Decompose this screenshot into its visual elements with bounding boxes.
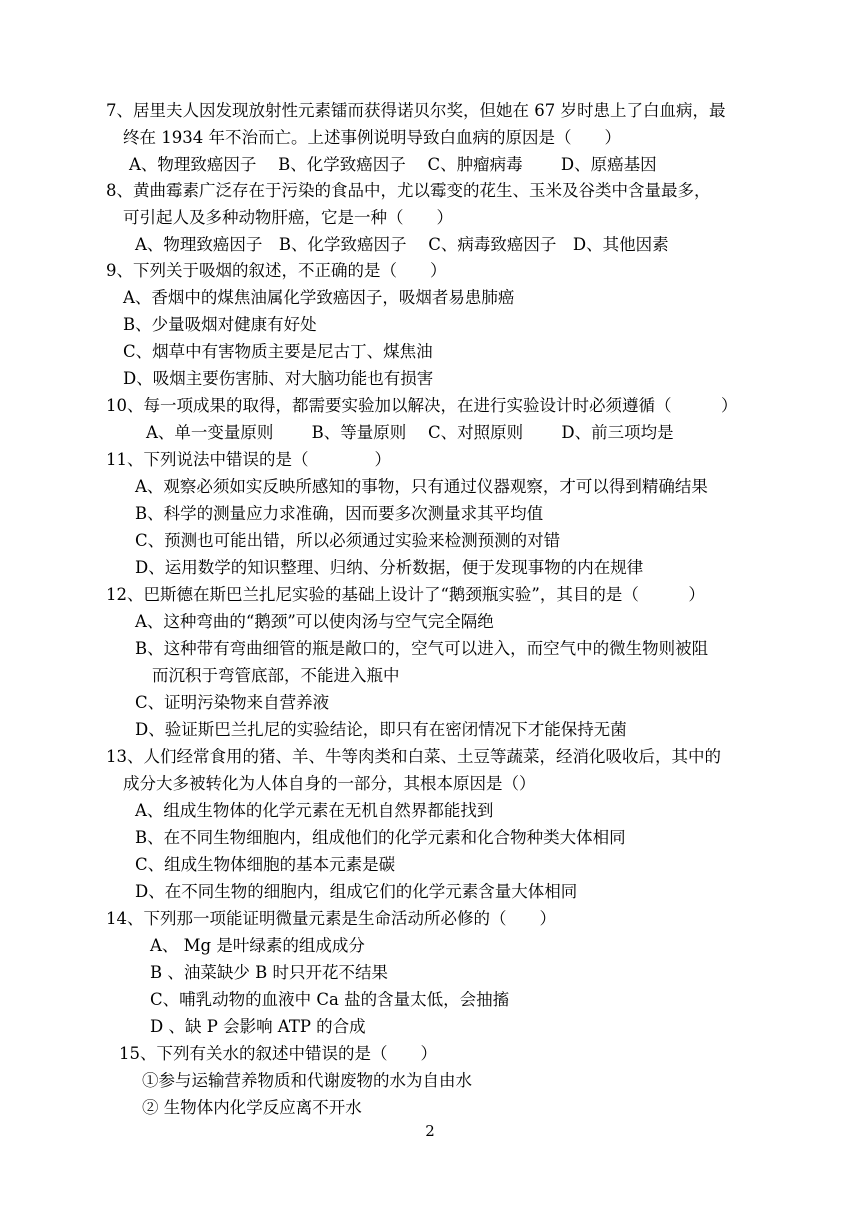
question-9-option-c: C、烟草中有害物质主要是尼古丁、煤焦油 bbox=[123, 342, 433, 361]
question-11-option-c: C、预测也可能出错，所以必须通过实验来检测预测的对错 bbox=[135, 531, 561, 550]
question-13-option-c: C、组成生物体细胞的基本元素是碳 bbox=[135, 855, 396, 874]
question-15-statement-1: ①参与运输营养物质和代谢废物的水为自由水 bbox=[142, 1071, 472, 1090]
question-12-option-d: D、验证斯巴兰扎尼的实验结论，即只有在密闭情况下才能保持无菌 bbox=[135, 720, 627, 739]
question-12-option-a: A、这种弯曲的“鹅颈”可以使肉汤与空气完全隔绝 bbox=[135, 612, 494, 631]
question-9-option-d: D、吸烟主要伤害肺、对大脑功能也有损害 bbox=[123, 369, 434, 388]
question-12-option-b: B、这种带有弯曲细管的瓶是敞口的，空气可以进入，而空气中的微生物则被阻 bbox=[135, 639, 709, 658]
question-14-option-a: A、 Mg 是叶绿素的组成成分 bbox=[150, 936, 365, 955]
question-8-line-1: 8、黄曲霉素广泛存在于污染的食品中，尤以霉变的花生、玉米及谷类中含量最多， bbox=[106, 181, 711, 200]
question-9-stem: 9、下列关于吸烟的叙述，不正确的是（ ） bbox=[106, 261, 447, 280]
question-8-line-2: 可引起人及多种动物肝癌，它是一种（ ） bbox=[123, 208, 453, 227]
question-9-option-b: B、少量吸烟对健康有好处 bbox=[123, 315, 317, 334]
question-8-options: A、物理致癌因子 B、化学致癌因子 C、病毒致癌因子 D、其他因素 bbox=[135, 235, 669, 254]
question-9-option-a: A、香烟中的煤焦油属化学致癌因子，吸烟者易患肺癌 bbox=[123, 288, 515, 307]
question-13-option-d: D、在不同生物的细胞内，组成它们的化学元素含量大体相同 bbox=[135, 882, 578, 901]
question-12-stem: 12、巴斯德在斯巴兰扎尼实验的基础上设计了“鹅颈瓶实验”，其目的是（ ） bbox=[106, 585, 705, 604]
question-13-line-2: 成分大多被转化为人体自身的一部分，其根本原因是（） bbox=[123, 774, 536, 793]
question-11-option-b: B、科学的测量应力求准确，因而要多次测量求其平均值 bbox=[135, 504, 544, 523]
question-7-line-2: 终在 1934 年不治而亡。上述事例说明导致白血病的原因是（ ） bbox=[123, 128, 621, 147]
question-13-line-1: 13、人们经常食用的猪、羊、牛等肉类和白菜、土豆等蔬菜，经消化吸收后，其中的 bbox=[106, 747, 721, 766]
question-10-options: A、单一变量原则 B、等量原则 C、对照原则 D、前三项均是 bbox=[146, 423, 674, 442]
page-number: 2 bbox=[425, 1122, 435, 1140]
question-14-stem: 14、下列那一项能证明微量元素是生命活动所必修的（ ） bbox=[106, 909, 556, 928]
question-12-option-b-continued: 而沉积于弯管底部，不能进入瓶中 bbox=[152, 666, 400, 685]
question-14-option-d: D 、缺 P 会影响 ATP 的合成 bbox=[150, 1017, 366, 1036]
question-11-option-d: D、运用数学的知识整理、归纳、分析数据，便于发现事物的内在规律 bbox=[135, 558, 644, 577]
question-15-statement-2: ② 生物体内化学反应离不开水 bbox=[142, 1098, 362, 1117]
question-7-options: A、物理致癌因子 B、化学致癌因子 C、肿瘤病毒 D、原癌基因 bbox=[129, 155, 657, 174]
question-7-line-1: 7、居里夫人因发现放射性元素镭而获得诺贝尔奖，但她在 67 岁时患上了白血病，最 bbox=[106, 101, 726, 120]
question-11-stem: 11、下列说法中错误的是（ ） bbox=[106, 450, 391, 469]
question-15-stem: 15、下列有关水的叙述中错误的是（ ） bbox=[119, 1044, 437, 1063]
question-14-option-c: C、哺乳动物的血液中 Ca 盐的含量太低，会抽搐 bbox=[150, 990, 510, 1009]
question-13-option-a: A、组成生物体的化学元素在无机自然界都能找到 bbox=[135, 801, 494, 820]
question-10-stem: 10、每一项成果的取得，都需要实验加以解决，在进行实验设计时必须遵循（ ） bbox=[106, 396, 738, 415]
question-14-option-b: B 、油菜缺少 B 时只开花不结果 bbox=[150, 963, 388, 982]
question-11-option-a: A、观察必须如实反映所感知的事物，只有通过仪器观察，才可以得到精确结果 bbox=[135, 477, 708, 496]
question-12-option-c: C、证明污染物来自营养液 bbox=[135, 693, 330, 712]
question-13-option-b: B、在不同生物细胞内，组成他们的化学元素和化合物种类大体相同 bbox=[135, 828, 626, 847]
